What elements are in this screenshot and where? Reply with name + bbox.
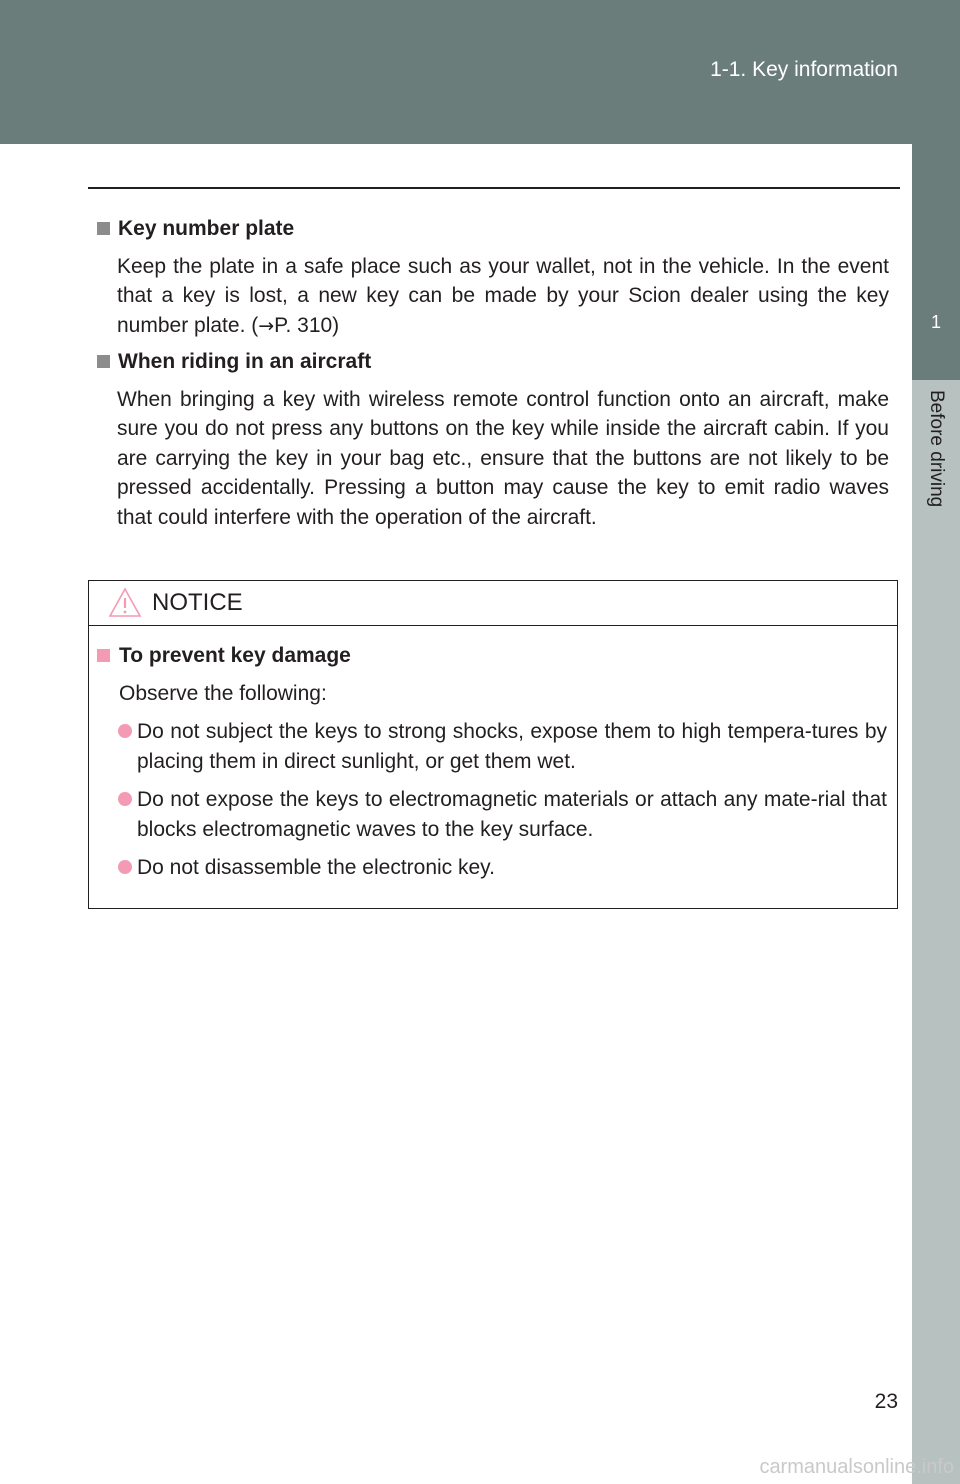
page-header: [0, 0, 960, 144]
list-item-text: Do not subject the keys to strong shocks, expose them to high tempera-tures by placing them in direct sunlight, or get them wet.: [137, 720, 887, 773]
page-number: 23: [874, 1390, 898, 1413]
section-heading: [97, 347, 889, 377]
arrow-icon: →: [258, 314, 275, 337]
notice-heading: [97, 641, 887, 671]
section-title: 1-1. Key information: [710, 58, 898, 81]
chapter-label: Before driving: [926, 390, 947, 508]
square-bullet-icon: [97, 355, 110, 368]
heading-text: When riding in an aircraft: [118, 350, 372, 373]
square-bullet-icon: [97, 649, 110, 662]
notice-title: NOTICE: [152, 589, 243, 616]
bullet-dot-icon: [118, 860, 132, 874]
section-heading: [97, 214, 889, 244]
heading-text: Key number plate: [118, 217, 295, 240]
bullet-dot-icon: [118, 792, 132, 806]
notice-box: [88, 580, 898, 909]
section-paragraph: [97, 252, 889, 342]
warning-triangle-icon: [108, 587, 142, 618]
watermark: carmanualsonline.info: [759, 1456, 954, 1478]
notice-body: [97, 641, 887, 892]
bullet-dot-icon: [118, 724, 132, 738]
chapter-tab: [912, 144, 960, 380]
paragraph-text: When bringing a key with wireless remote control function onto an aircraft, make sure you do not press any buttons on the key while inside the aircraft cabin. If you are carrying the key in your bag etc., ensure that the buttons are not likely to be pressed accidentally. Pressing a button may cause the key to emit radio waves that could interfere with the operation of the aircraft.: [117, 387, 889, 529]
paragraph-text: Keep the plate in a safe place such as your wallet, not in the vehicle. In the event that a key is lost, a new key can be made by your Scion dealer using the key number plate. (: [117, 254, 889, 337]
top-rule: [88, 187, 900, 189]
chapter-number: 1: [930, 312, 941, 332]
list-item-text: Do not expose the keys to electromagnetic materials or attach any mate-rial that blocks electromagnetic waves to the key surface.: [137, 788, 887, 841]
main-content: [97, 214, 889, 538]
list-item: [97, 853, 887, 883]
page-reference: P. 310): [274, 313, 340, 337]
list-item: [97, 785, 887, 844]
section-paragraph: [97, 385, 889, 533]
list-item-text: Do not disassemble the electronic key.: [137, 856, 495, 879]
square-bullet-icon: [97, 222, 110, 235]
list-item: [97, 717, 887, 776]
notice-header: [89, 581, 897, 626]
heading-text: To prevent key damage: [119, 644, 351, 667]
notice-intro: Observe the following:: [119, 681, 327, 705]
